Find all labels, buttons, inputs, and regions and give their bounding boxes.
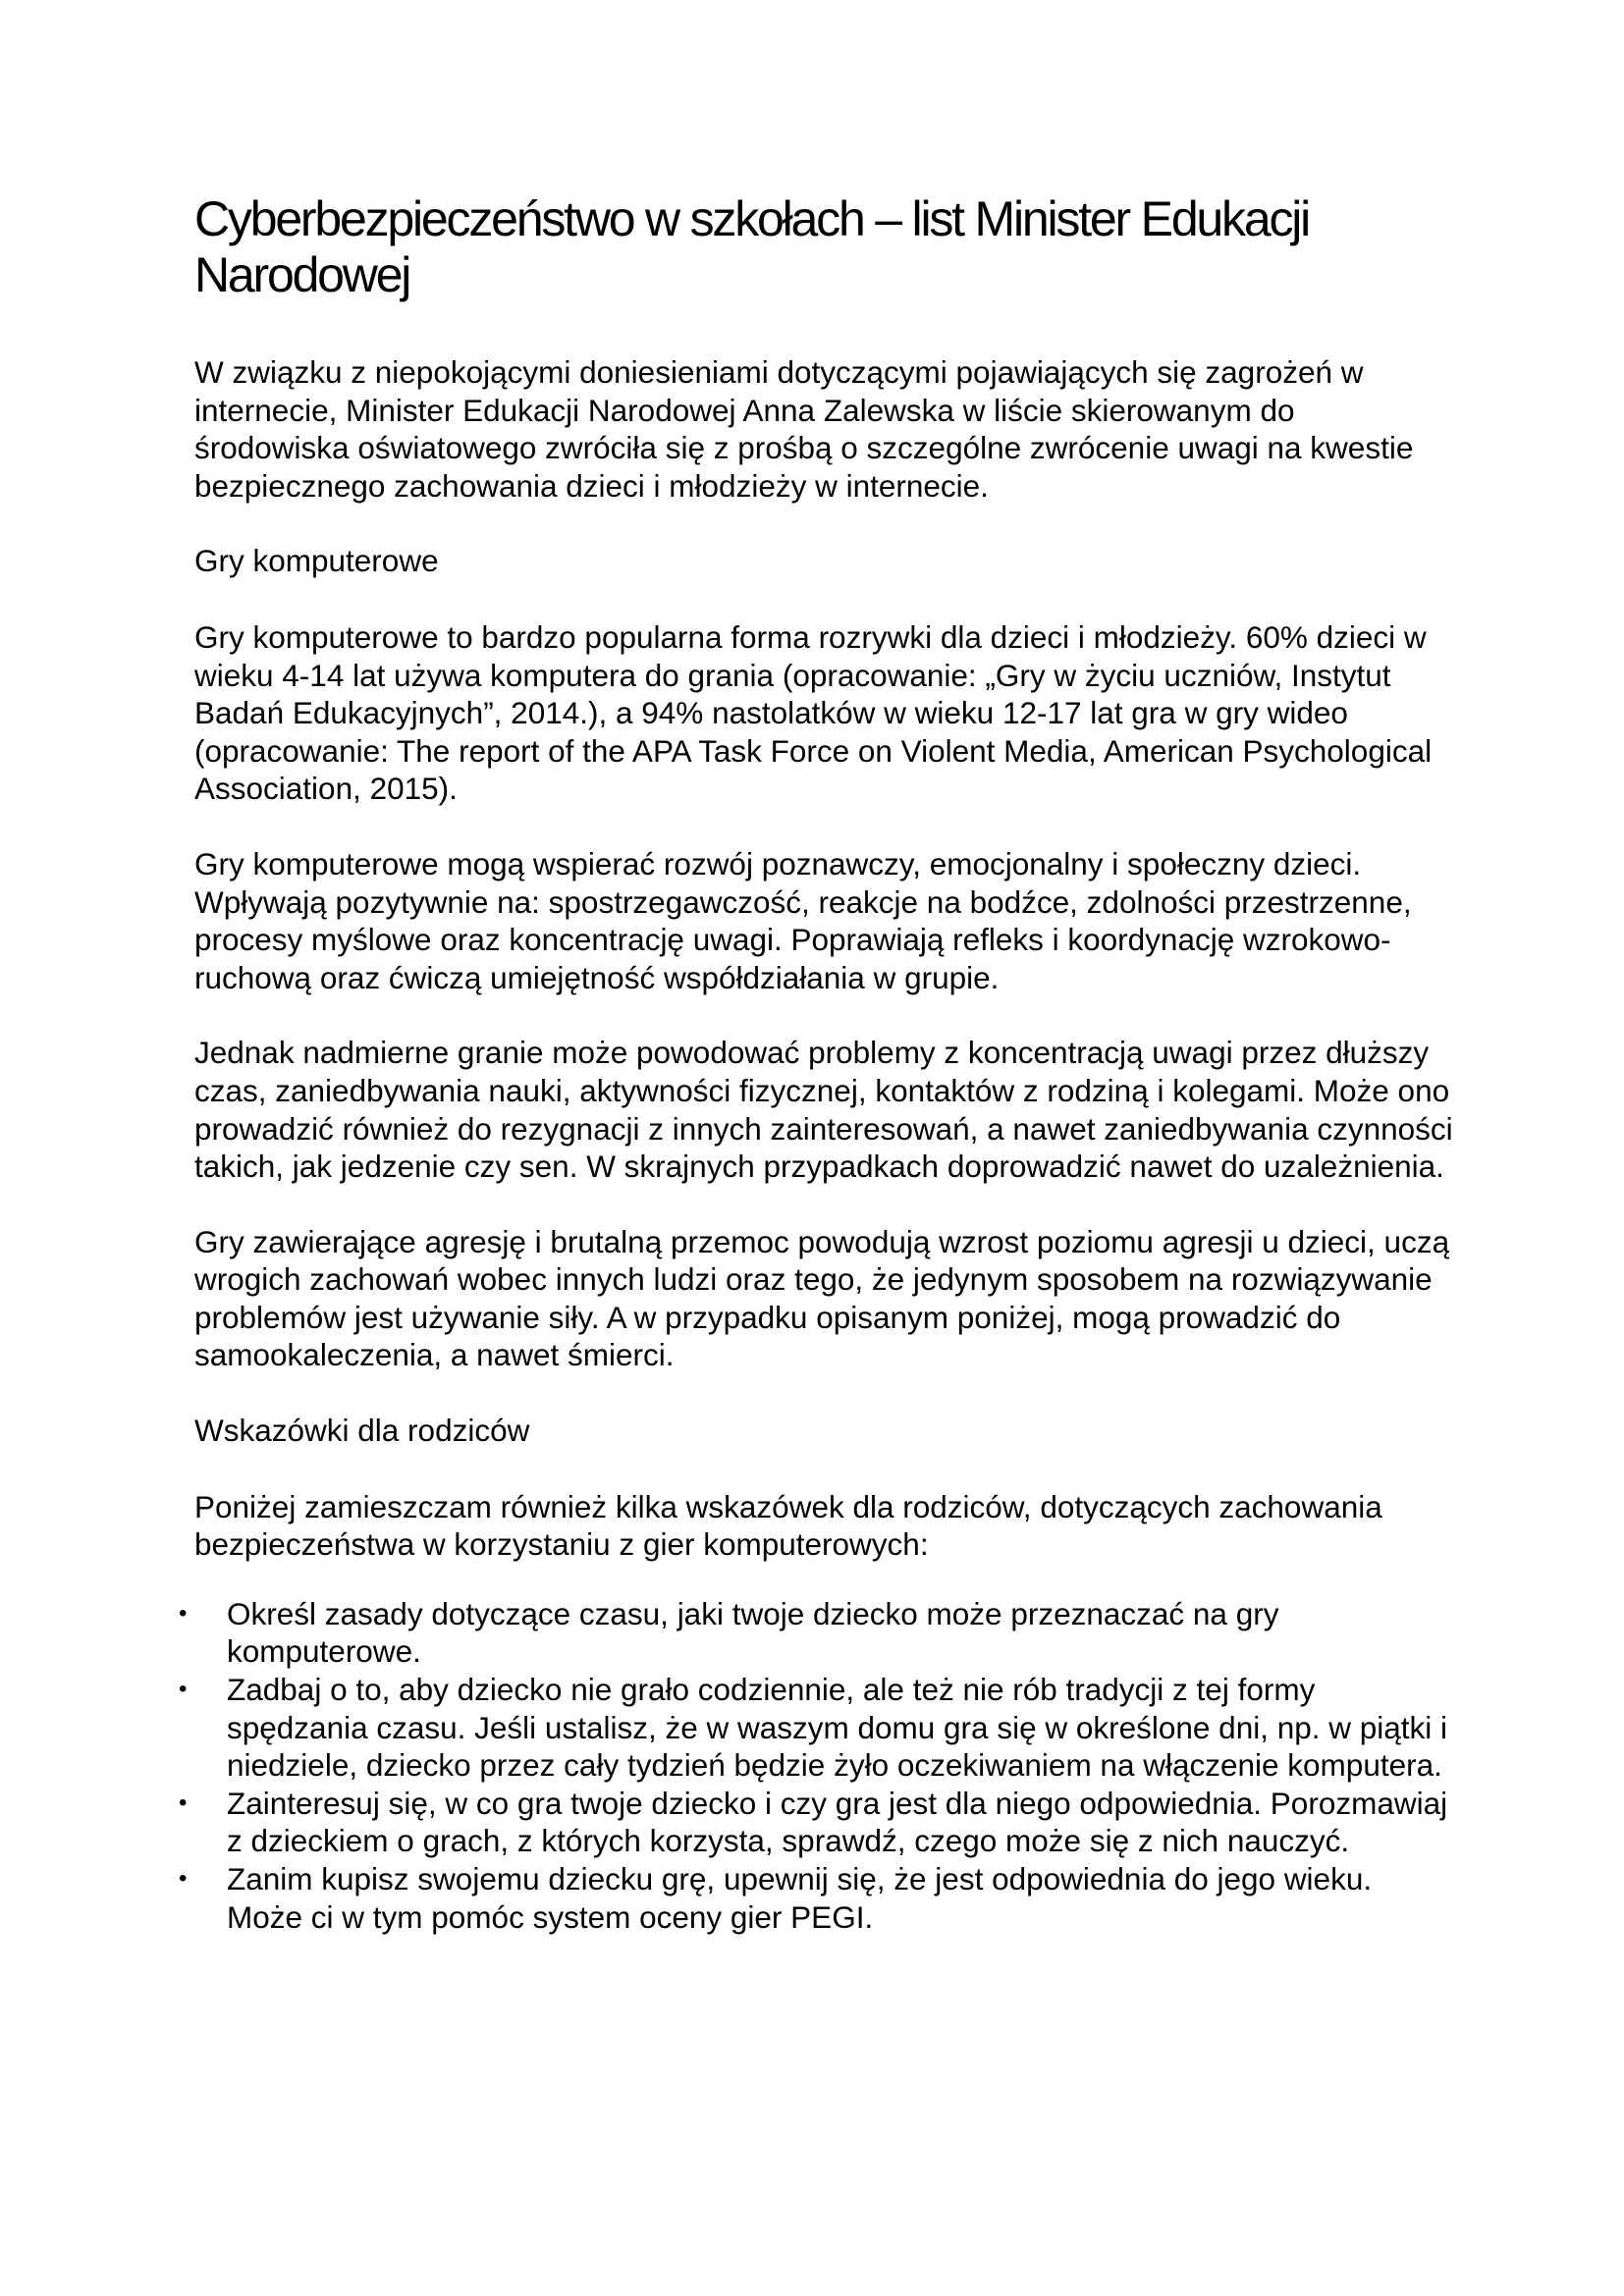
bullet-icon: • [179, 1789, 188, 1816]
list-item [179, 1595, 1454, 1671]
paragraph-games-risks: Jednak nadmierne granie może powodować problemy z koncentracją uwagi przez dłuższy czas, zaniedbywania nauki, aktywności fizycznej, kontaktów z rodziną i kolegami. Może ono prowadzić również do rezygnacji z innych zainteresowań, a nawet zaniedbywania czynności takich, jak jedzenie czy sen. W skrajnych przypadkach doprowadzić nawet do uzależnienia. [194, 1035, 1453, 1185]
intro-paragraph: W związku z niepokojącymi doniesieniami dotyczącymi pojawiających się zagrożeń w internecie, Minister Edukacji Narodowej Anna Zalewska w liście skierowanym do środowiska oświatowego zwróciła się z prośbą o szczególne zwrócenie uwagi na kwestie bezpiecznego zachowania dzieci i młodzieży w internecie. [194, 354, 1414, 504]
list-item-text: Określ zasady dotyczące czasu, jaki twoje dziecko może przeznaczać na gry komputerowe. [227, 1595, 1279, 1670]
section-heading-parent-tips: Wskazówki dla rodziców [194, 1413, 530, 1449]
list-item [179, 1671, 1454, 1785]
document-title: Cyberbezpieczeństwo w szkołach – list Minister Edukacji Narodowej [194, 191, 1310, 302]
list-item [179, 1785, 1454, 1860]
bullet-icon: • [179, 1865, 188, 1892]
list-item-text: Zainteresuj się, w co gra twoje dziecko i czy gra jest dla niego odpowiednia. Porozmawiaj z dzieckiem o grach, z których korzysta, sprawdź, czego może się z nich nauczyć. [227, 1785, 1448, 1859]
paragraph-games-aggression: Gry zawierające agresję i brutalną przemoc powodują wzrost poziomu agresji u dzieci, uczą wrogich zachowań wobec innych ludzi oraz tego, że jedynym sposobem na rozwiązywanie problemów jest używanie siły. A w przypadku opisanym poniżej, mogą prowadzić do samookaleczenia, a nawet śmierci. [194, 1223, 1450, 1373]
tips-list [179, 1595, 1461, 1936]
document-page [179, 191, 1461, 1936]
paragraph-games-benefits: Gry komputerowe mogą wspierać rozwój poznawczy, emocjonalny i społeczny dzieci. Wpływają pozytywnie na: spostrzegawczość, reakcje na bodźce, zdolności przestrzenne, procesy myślowe oraz koncentrację uwagi. Poprawiają refleks i koordynację wzrokowo-ruchową oraz ćwiczą umiejętność współdziałania w grupie. [194, 845, 1412, 995]
list-item-text: Zanim kupisz swojemu dziecku grę, upewnij się, że jest odpowiednia do jego wieku. Może ci w tym pomóc system oceny gier PEGI. [227, 1861, 1373, 1935]
section-heading-games: Gry komputerowe [194, 543, 439, 579]
bullet-icon: • [179, 1676, 188, 1703]
paragraph-games-popularity: Gry komputerowe to bardzo popularna forma rozrywki dla dzieci i młodzieży. 60% dzieci w wieku 4-14 lat używa komputera do grania (opracowanie: „Gry w życiu uczniów, Instytut Badań Edukacyjnych”, 2014.), a 94% nastolatków w wieku 12-17 lat gra w gry wideo (opracowanie: The report of the APA Task Force on Violent Media, American Psychological Association, 2015). [194, 618, 1433, 807]
paragraph-tips-intro: Poniżej zamieszczam również kilka wskazówek dla rodziców, dotyczących zachowania bezpieczeństwa w korzystaniu z gier komputerowych: [194, 1488, 1382, 1563]
list-item-text: Zadbaj o to, aby dziecko nie grało codziennie, ale też nie rób tradycji z tej formy spędzania czasu. Jeśli ustalisz, że w waszym domu gra się w określone dni, np. w piątki i niedziele, dziecko przez cały tydzień będzie żyło oczekiwaniem na włączenie komputera. [227, 1672, 1448, 1784]
bullet-icon: • [179, 1599, 188, 1627]
list-item [179, 1860, 1454, 1936]
